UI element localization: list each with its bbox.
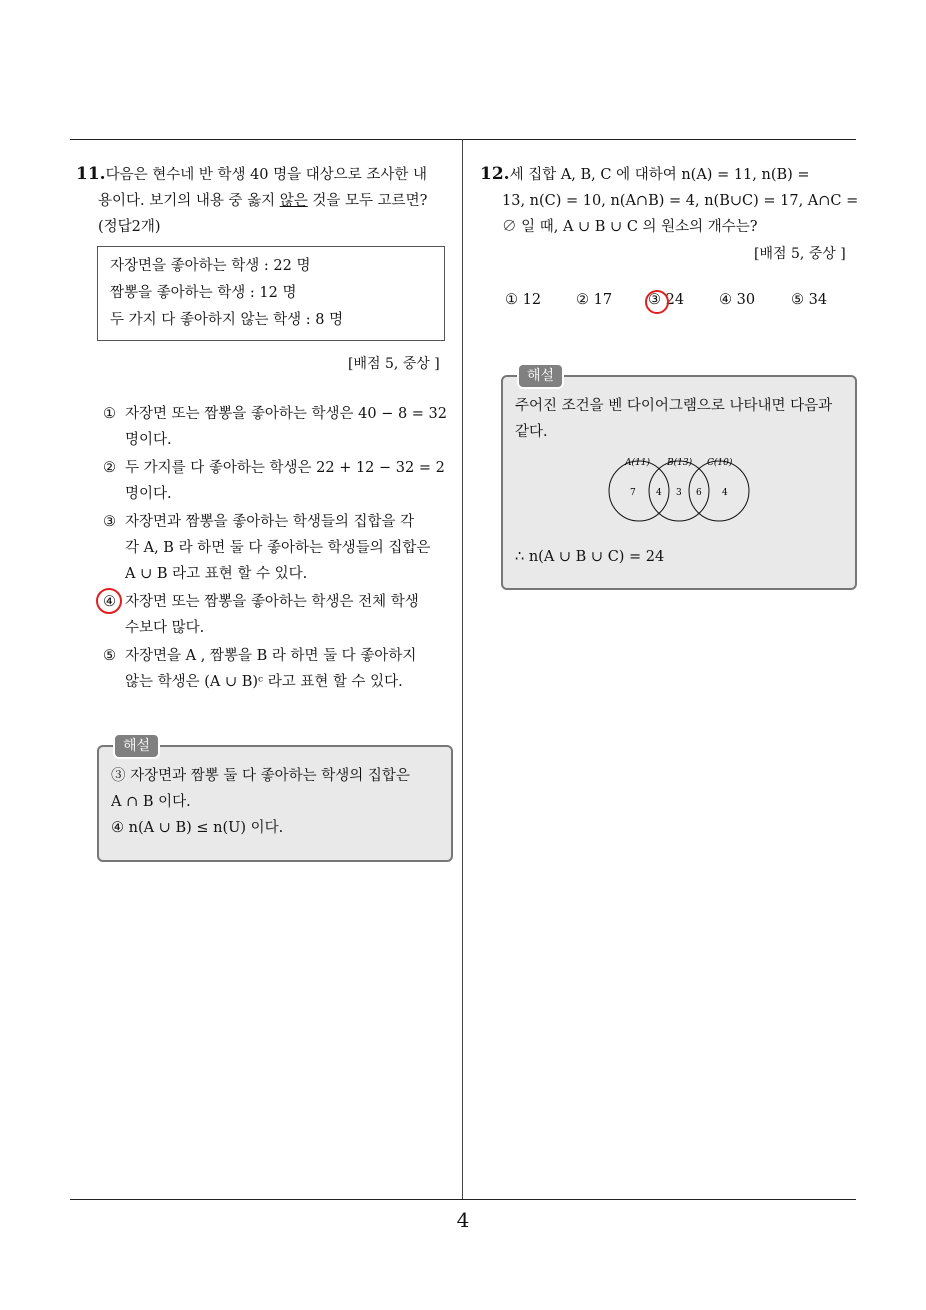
option-line: A ∪ B 라고 표현 할 수 있다. [125, 566, 308, 582]
question-line: 것을 모두 고르면? [307, 193, 428, 209]
explanation-line: A ∩ B 이다. [111, 794, 191, 810]
question-number: 11. [76, 164, 106, 184]
venn-value: 7 [630, 488, 636, 498]
box-line: 두 가지 다 좋아하지 않는 학생 : 8 명 [110, 312, 344, 328]
choice-3: ③ 24 [648, 292, 685, 308]
choice-1: ① 12 [505, 292, 542, 308]
option-number: ④ [103, 594, 116, 610]
venn-label-c: C(10) [707, 458, 733, 468]
explanation-tag: 해설 [517, 363, 564, 389]
option-line: 두 가지를 다 좋아하는 학생은 22 + 12 − 32 = 2 [125, 460, 445, 476]
explanation-line: 주어진 조건을 벤 다이어그램으로 나타내면 다음과 [515, 398, 833, 414]
explanation-line: 같다. [515, 424, 548, 440]
conclusion-line: ∴ n(A ∪ B ∪ C) = 24 [515, 549, 665, 565]
data-box [97, 246, 445, 341]
venn-label-b: B(13) [667, 458, 693, 468]
column-divider [462, 139, 463, 1200]
option-line: 명이다. [125, 432, 172, 448]
question-line: 13, n(C) = 10, n(A∩B) = 4, n(B∪C) = 17, A∩C = [502, 193, 859, 209]
option-3 [103, 509, 448, 587]
question-line: ∅ 일 때, A ∪ B ∪ C 의 원소의 개수는? [502, 219, 758, 235]
option-number: ① [103, 406, 116, 422]
venn-value: 6 [696, 488, 702, 498]
question-line: 다음은 현수네 반 학생 40 명을 대상으로 조사한 내 [105, 167, 428, 183]
underlined-word: 않은 [279, 193, 308, 209]
venn-value: 4 [722, 488, 728, 498]
option-1 [103, 401, 448, 453]
choice-2: ② 17 [576, 292, 613, 308]
question-line: (정답2개) [98, 219, 161, 235]
explanation-box-11 [97, 738, 453, 862]
option-line: 수보다 많다. [125, 620, 205, 636]
option-line: 자장면과 짬뽕을 좋아하는 학생들의 집합을 각 [125, 514, 415, 530]
choice-5: ⑤ 34 [791, 292, 828, 308]
score-label: [배점 5, 중상 ] [754, 246, 846, 262]
score-label: [배점 5, 중상 ] [348, 356, 440, 372]
venn-value: 3 [676, 488, 682, 498]
question-line: 용이다. 보기의 내용 중 옳지 [98, 193, 280, 209]
page-number: 4 [456, 1208, 470, 1232]
option-5 [103, 643, 448, 695]
explanation-line: ④ n(A ∪ B) ≤ n(U) 이다. [111, 820, 284, 836]
question-12 [480, 161, 860, 240]
question-line: 세 집합 A, B, C 에 대하여 n(A) = 11, n(B) = [509, 167, 810, 183]
answer-circle-mark [645, 290, 669, 314]
option-number: ② [103, 460, 116, 476]
option-line: 각 A, B 라 하면 둘 다 좋아하는 학생들의 집합은 [125, 540, 431, 556]
top-rule [70, 139, 856, 140]
question-number: 12. [480, 164, 510, 184]
explanation-line: ③ 자장면과 짬뽕 둘 다 좋아하는 학생의 집합은 [111, 768, 410, 784]
option-2 [103, 455, 448, 507]
explanation-tag: 해설 [113, 733, 160, 759]
bottom-rule [70, 1199, 856, 1200]
option-number: ③ [103, 514, 116, 530]
option-line: 자장면을 A , 짬뽕을 B 라 하면 둘 다 좋아하지 [125, 648, 417, 664]
option-line: 명이다. [125, 486, 172, 502]
venn-value: 4 [656, 488, 662, 498]
box-line: 짬뽕을 좋아하는 학생 : 12 명 [110, 285, 297, 301]
option-number: ⑤ [103, 648, 116, 664]
answer-circle-mark [96, 588, 122, 614]
box-line: 자장면을 좋아하는 학생 : 22 명 [110, 258, 311, 274]
option-line: 자장면 또는 짬뽕을 좋아하는 학생은 전체 학생 [125, 594, 419, 610]
choice-4: ④ 30 [719, 292, 756, 308]
option-4 [103, 589, 448, 641]
venn-diagram [605, 455, 755, 527]
venn-label-a: A(11) [625, 458, 650, 468]
question-11 [76, 161, 456, 240]
option-line: 자장면 또는 짬뽕을 좋아하는 학생은 40 − 8 = 32 [125, 406, 448, 422]
option-line: 않는 학생은 (A ∪ B)ᶜ 라고 표현 할 수 있다. [125, 674, 403, 690]
